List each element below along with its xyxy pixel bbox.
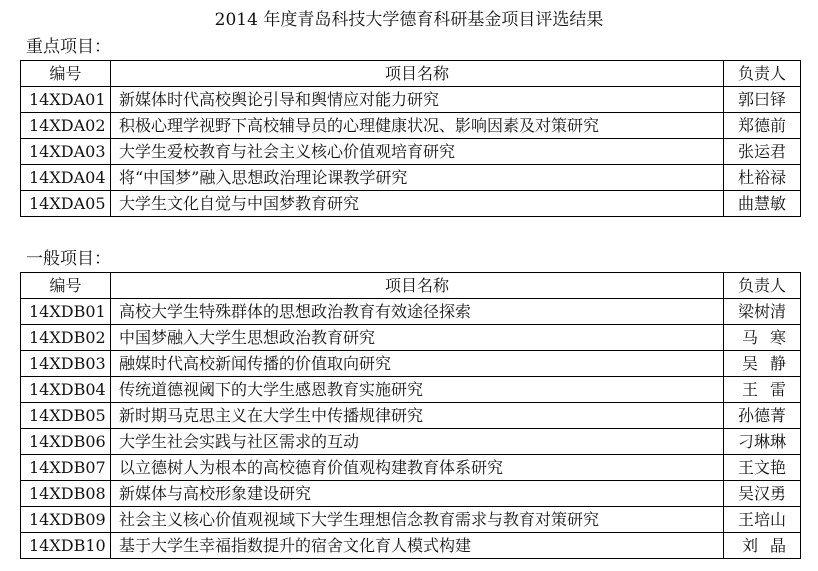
project-name: 大学生文化自觉与中国梦教育研究 [111,191,724,217]
header-code: 编号 [21,273,111,299]
project-leader: 王文艳 [724,455,801,481]
header-name: 项目名称 [111,61,724,87]
project-code: 14XDB09 [21,507,111,533]
table-row [21,455,801,481]
project-name: 新媒体时代高校舆论引导和舆情应对能力研究 [111,87,724,113]
project-leader: 郑德前 [724,113,801,139]
project-code: 14XDB10 [21,533,111,559]
table-row [21,299,801,325]
project-leader: 刘晶 [724,533,801,559]
page-title: 2014 年度青岛科技大学德育科研基金项目评选结果 [214,10,604,30]
table-row [21,113,801,139]
project-name: 社会主义核心价值观视域下大学生理想信念教育需求与教育对策研究 [111,507,724,533]
project-leader: 刁琳琳 [724,429,801,455]
project-code: 14XDB02 [21,325,111,351]
project-code: 14XDA01 [21,87,111,113]
table-header-row [21,61,801,87]
project-leader: 张运君 [724,139,801,165]
table-row [21,351,801,377]
table-row [21,507,801,533]
project-code: 14XDB05 [21,403,111,429]
project-leader: 杜裕禄 [724,165,801,191]
project-leader: 吴静 [724,351,801,377]
project-name: 以立德树人为根本的高校德育价值观构建教育体系研究 [111,455,724,481]
project-code: 14XDB01 [21,299,111,325]
project-name: 积极心理学视野下高校辅导员的心理健康状况、影响因素及对策研究 [111,113,724,139]
general-projects-body [21,299,801,559]
table-row [21,403,801,429]
project-leader: 吴汉勇 [724,481,801,507]
project-code: 14XDB03 [21,351,111,377]
project-name: 大学生社会实践与社区需求的互动 [111,429,724,455]
project-name: 将“中国梦”融入思想政治理论课教学研究 [111,165,724,191]
general-projects-table [20,272,801,559]
table-row [21,533,801,559]
project-code: 14XDA02 [21,113,111,139]
project-name: 大学生爱校教育与社会主义核心价值观培育研究 [111,139,724,165]
key-projects-label: 重点项目： [26,37,111,57]
table-header-row [21,273,801,299]
project-name: 高校大学生特殊群体的思想政治教育有效途径探索 [111,299,724,325]
project-name: 融媒时代高校新闻传播的价值取向研究 [111,351,724,377]
project-code: 14XDB07 [21,455,111,481]
project-leader: 郭曰铎 [724,87,801,113]
table-row [21,165,801,191]
project-leader: 孙德菁 [724,403,801,429]
general-projects-label: 一般项目： [26,249,111,269]
project-code: 14XDA04 [21,165,111,191]
project-name: 新时期马克思主义在大学生中传播规律研究 [111,403,724,429]
table-row [21,429,801,455]
table-row [21,87,801,113]
project-leader: 梁树清 [724,299,801,325]
table-row [21,191,801,217]
project-name: 传统道德视阈下的大学生感恩教育实施研究 [111,377,724,403]
project-code: 14XDA03 [21,139,111,165]
key-projects-body [21,87,801,217]
header-person: 负责人 [724,273,801,299]
project-code: 14XDB04 [21,377,111,403]
project-name: 中国梦融入大学生思想政治教育研究 [111,325,724,351]
project-leader: 曲慧敏 [724,191,801,217]
table-row [21,377,801,403]
project-leader: 王培山 [724,507,801,533]
header-person: 负责人 [724,61,801,87]
key-projects-table [20,60,801,217]
header-code: 编号 [21,61,111,87]
project-leader: 马寒 [724,325,801,351]
project-name: 基于大学生幸福指数提升的宿舍文化育人模式构建 [111,533,724,559]
project-code: 14XDB06 [21,429,111,455]
table-row [21,139,801,165]
table-row [21,325,801,351]
project-leader: 王雷 [724,377,801,403]
project-code: 14XDA05 [21,191,111,217]
table-row [21,481,801,507]
project-name: 新媒体与高校形象建设研究 [111,481,724,507]
header-name: 项目名称 [111,273,724,299]
project-code: 14XDB08 [21,481,111,507]
